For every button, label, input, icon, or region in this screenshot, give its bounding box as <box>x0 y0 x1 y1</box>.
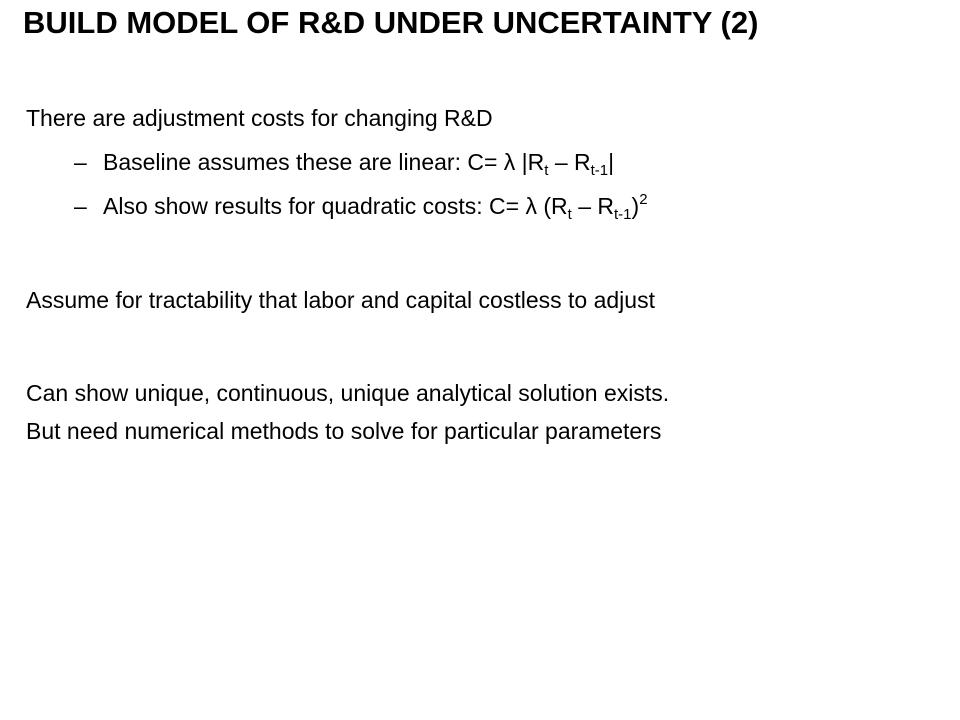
linear-text-b: – R <box>548 149 591 175</box>
sub-bullet-quadratic-costs <box>74 191 648 223</box>
subscript-t-1: t-1 <box>590 162 609 179</box>
quadratic-text-b: – R <box>571 193 614 219</box>
quadratic-text-a: Also show results for quadratic costs: C= λ (R <box>103 193 568 219</box>
bullet-solution-exists: Can show unique, continuous, unique analytical solution exists. <box>26 380 670 406</box>
linear-text-c: | <box>608 149 615 175</box>
sub-bullet-linear-costs <box>74 149 615 179</box>
linear-text-a: Baseline assumes these are linear: C= λ |R <box>103 149 545 175</box>
dash-marker: – <box>74 193 87 219</box>
superscript-2: 2 <box>639 191 648 208</box>
subscript-t: t <box>544 162 549 179</box>
quadratic-text-c: ) <box>631 193 640 219</box>
dash-marker: – <box>74 149 87 175</box>
bullet-numerical-methods: But need numerical methods to solve for particular parameters <box>26 418 662 444</box>
bullet-tractability: Assume for tractability that labor and capital costless to adjust <box>26 287 655 313</box>
subscript-t: t <box>567 206 572 223</box>
subscript-t-1: t-1 <box>614 206 632 223</box>
slide-title: BUILD MODEL OF R&D UNDER UNCERTAINTY (2) <box>23 5 759 40</box>
bullet-adjustment-costs: There are adjustment costs for changing R&D <box>26 105 493 131</box>
